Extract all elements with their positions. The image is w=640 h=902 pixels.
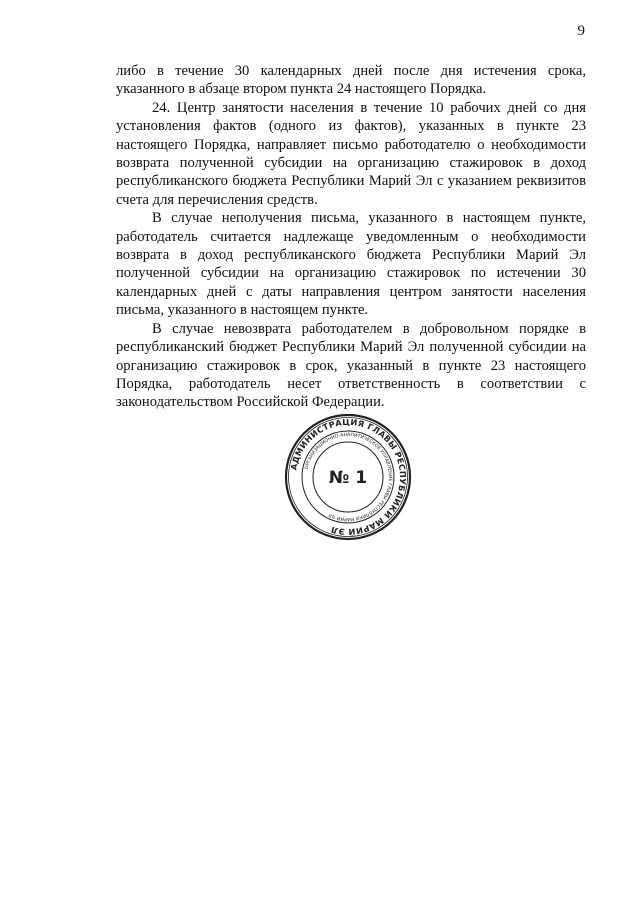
seal-center-text: № 1 — [328, 468, 368, 488]
paragraph-item-24: 24. Центр занятости населения в течение 10 рабочих дней со дня установления фактов (одного из фактов), указанных в пункте 23 настоящего Порядка, направляет письмо работодателю о необходимости возврата полученной субсидии на организацию стажировок в доход республиканского бюджета Республики Марий Эл с указанием реквизитов счета для перечисления средств. — [116, 99, 586, 208]
official-seal — [284, 413, 412, 541]
page-number: 9 — [577, 23, 585, 39]
paragraph-continuation: либо в течение 30 календарных дней после дня истечения срока, указанного в абзаце втором пункта 24 настоящего Порядка. — [116, 63, 586, 98]
paragraph-non-receipt: В случае неполучения письма, указанного в настоящем пункте, работодатель считается надлежаще уведомленным о необходимости возврата в доход республиканского бюджета Республики Марий Эл полученной субсидии на организацию стажировок по истечении 30 календарных дней с даты направления центром занятости населения письма, указанного в настоящем пункте. — [116, 210, 586, 319]
seal-inner-text: ОРГАНИЗАЦИОННО-АНАЛИТИЧЕСКОЕ УПРАВЛЕНИЕ ГЛАВЫ РЕСПУБЛИКИ МАРИЙ ЭЛ — [304, 432, 393, 522]
document-body — [116, 62, 586, 412]
seal-stamp-graphic — [284, 413, 412, 541]
seal-outer-text: АДМИНИСТРАЦИЯ ГЛАВЫ РЕСПУБЛИКИ МАРИЙ ЭЛ — [288, 416, 409, 538]
paragraph-non-return: В случае невозврата работодателем в добровольном порядке в республиканский бюджет Республики Марий Эл полученной субсидии на организацию стажировок в срок, указанный в пункте 23 настоящего Порядка, работодатель несет ответственность в соответствии с законодательством Российской Федерации. — [116, 320, 586, 411]
